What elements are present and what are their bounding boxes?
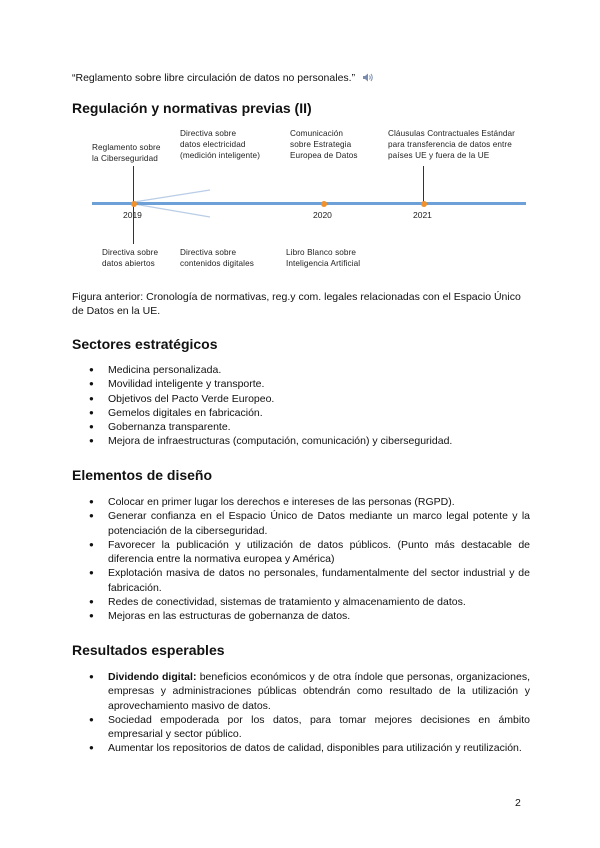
list-item: ● Mejora de infraestructuras (computación, comunicación) y ciberseguridad. xyxy=(72,434,530,448)
timeline-dot-2019 xyxy=(131,201,137,207)
section-title-elementos: Elementos de diseño xyxy=(72,467,213,483)
dividendo-text: beneficios económicos y de otra índole que personas, organizaciones, empresas y administraciones públicas obtendrán como resultado de la utilización y aprovechamiento masivo de datos. xyxy=(108,671,530,712)
speaker-icon[interactable] xyxy=(362,72,374,87)
list-item: ● Redes de conectividad, sistemas de tratamiento y almacenamiento de datos. xyxy=(72,595,530,609)
timeline-label: Comunicación sobre Estrategia Europea de Datos xyxy=(290,129,358,160)
timeline-figure xyxy=(80,124,540,274)
list-item: ● Medicina personalizada. xyxy=(72,363,530,377)
section-title-sectores: Sectores estratégicos xyxy=(72,336,218,352)
timeline-label: Directiva sobre contenidos digitales xyxy=(180,248,254,268)
page-number: 2 xyxy=(515,797,521,809)
timeline-year: 2021 xyxy=(413,210,432,220)
figure-caption: Figura anterior: Cronología de normativas, reg.y com. legales relacionadas con el Espacio Único de Datos en la UE. xyxy=(72,291,521,317)
timeline-tick xyxy=(423,166,424,202)
list-item: ● Explotación masiva de datos no personales, fundamentalmente del sector industrial y de fabricación. xyxy=(72,566,530,595)
timeline-year: 2019 xyxy=(123,210,142,220)
timeline-label: Reglamento sobre la Ciberseguridad xyxy=(92,143,161,163)
timeline-dot-2021 xyxy=(421,201,427,207)
list-item: ● Aumentar los repositorios de datos de calidad, disponibles para utilización y reutilización. xyxy=(72,741,530,755)
timeline-dot-2020 xyxy=(321,201,327,207)
sectores-list xyxy=(72,363,530,449)
timeline-axis xyxy=(92,202,526,205)
elementos-list xyxy=(72,495,530,624)
timeline-label: Cláusulas Contractuales Estándar para transferencia de datos entre países UE y fuera de la UE xyxy=(388,129,515,160)
list-item: ● Movilidad inteligente y transporte. xyxy=(72,377,530,391)
section-title-regulacion: Regulación y normativas previas (II) xyxy=(72,100,312,116)
list-item: ● Gobernanza transparente. xyxy=(72,420,530,434)
list-item xyxy=(72,670,530,713)
list-item: ● Sociedad empoderada por los datos, para tomar mejores decisiones en ámbito empresarial y sector público. xyxy=(72,713,530,742)
list-item: ● Colocar en primer lugar los derechos e intereses de las personas (RGPD). xyxy=(72,495,530,509)
timeline-label: Directiva sobre datos electricidad (medición inteligente) xyxy=(180,129,261,160)
list-item: ● Mejoras en las estructuras de gobernanza de datos. xyxy=(72,609,530,623)
timeline-label: Directiva sobre datos abiertos xyxy=(102,248,159,268)
resultados-list xyxy=(72,670,530,756)
list-item: ● Objetivos del Pacto Verde Europeo. xyxy=(72,392,530,406)
dividendo-label: Dividendo digital: xyxy=(108,671,197,683)
timeline-label: Libro Blanco sobre Inteligencia Artificial xyxy=(286,248,361,268)
intro-text: “Reglamento sobre libre circulación de datos no personales.” xyxy=(72,72,356,84)
list-item: ● Favorecer la publicación y utilización de datos públicos. (Punto más destacable de diferencia entre la normativa europea y América) xyxy=(72,538,530,567)
list-item: ● Generar confianza en el Espacio Único de Datos mediante un marco legal potente y la potenciación de la ciberseguridad. xyxy=(72,509,530,538)
section-title-resultados: Resultados esperables xyxy=(72,642,225,658)
list-item: ● Gemelos digitales en fabricación. xyxy=(72,406,530,420)
timeline-year: 2020 xyxy=(313,210,332,220)
intro-line xyxy=(72,71,532,87)
